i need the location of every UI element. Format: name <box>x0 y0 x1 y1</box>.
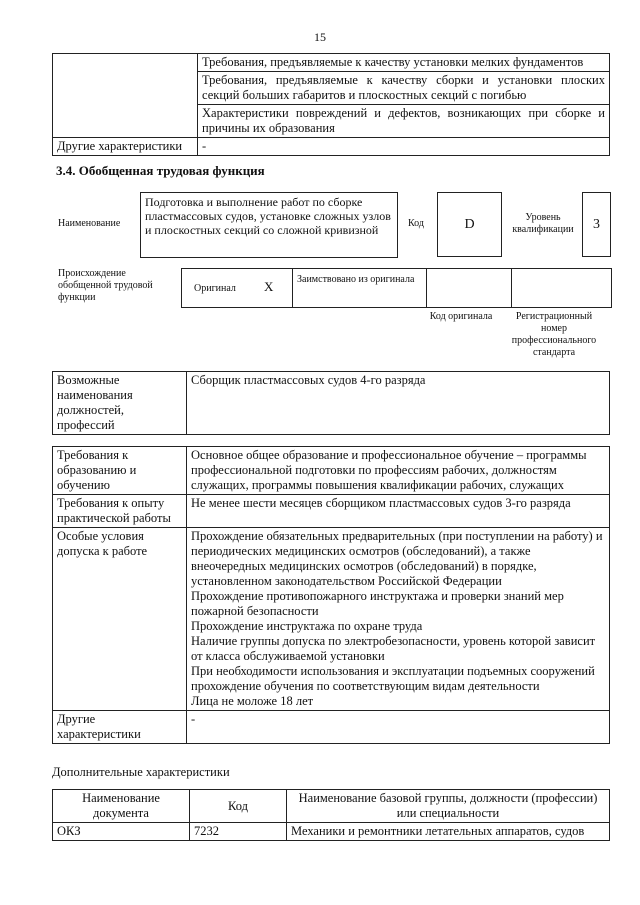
requirement-line: Прохождение инструктажа по охране труда <box>191 619 423 633</box>
code-value: D <box>464 216 475 232</box>
function-name-value: Подготовка и выполнение работ по сборке пластмассовых судов, установке сложных узлов и плоскостных секций со сложной кривизной <box>145 195 391 237</box>
requirement-line: Не менее шести месяцев сборщиком пластмассовых судов 3-го разряда <box>191 496 571 510</box>
requirement-line: Лица не моложе 18 лет <box>191 694 314 708</box>
header-cell: Код <box>190 790 287 823</box>
code-original-label: Код оригинала <box>429 311 493 322</box>
table-row <box>53 495 610 528</box>
additional-title: Дополнительные характеристики <box>52 765 230 779</box>
requirement-label: Другие характеристики <box>53 711 187 744</box>
table-row <box>53 138 610 156</box>
table-cell: Требования, предъявляемые к качеству установки мелких фундаментов <box>198 54 610 72</box>
borrowed-cell <box>293 269 427 307</box>
requirements-table <box>52 446 610 744</box>
name-label: Наименование <box>58 218 121 229</box>
page-number: 15 <box>314 30 326 44</box>
characteristics-table <box>52 53 610 156</box>
table-cell: Требования, предъявляемые к качеству сборки и установки плоских секций больших габаритов и плоскостных секций с погибью <box>198 72 610 105</box>
origin-row <box>181 268 612 308</box>
table-header-row <box>53 790 610 823</box>
code-label: Код <box>408 218 424 229</box>
original-label: Оригинал <box>194 283 236 294</box>
header-cell: Наименование документа <box>53 790 190 823</box>
table-cell: ОКЗ <box>53 823 190 841</box>
requirement-label: Требования к опыту практической работы <box>53 495 187 528</box>
table-row <box>53 711 610 744</box>
requirement-label: Требования к образованию и обучению <box>53 447 187 495</box>
requirement-label: Особые условия допуска к работе <box>53 528 187 711</box>
table-cell: Характеристики повреждений и дефектов, возникающих при сборке и причины их образования <box>198 105 610 138</box>
level-value: 3 <box>593 216 600 232</box>
requirement-line: Наличие группы допуска по электробезопасности, уровень которой зависит от класса обслуживаемой установки <box>191 634 596 663</box>
positions-table <box>52 371 610 435</box>
table-row <box>53 447 610 495</box>
borrowed-label: Заимствовано из оригинала <box>297 274 415 285</box>
code-original-cell <box>428 269 512 307</box>
table-row <box>53 372 610 435</box>
code-box <box>437 192 502 257</box>
section-title: 3.4. Обобщенная трудовая функция <box>56 163 265 178</box>
requirement-value <box>187 528 610 711</box>
positions-label: Возможные наименования должностей, профессий <box>53 372 187 435</box>
requirement-line: При необходимости использования и эксплуатации подъемных сооружений прохождение обучения по соответствующим видам деятельности <box>191 664 595 693</box>
requirement-value <box>187 711 610 744</box>
additional-table <box>52 789 610 841</box>
requirement-value <box>187 495 610 528</box>
original-mark: X <box>264 279 274 294</box>
requirement-value <box>187 447 610 495</box>
table-cell <box>53 54 198 138</box>
reg-number-label: Регистрационный номер профессионального стандарта <box>511 311 597 358</box>
origin-label: Происхождение обобщенной трудовой функции <box>58 268 153 303</box>
requirement-line: Прохождение противопожарного инструктажа и проверки знаний мер пожарной безопасности <box>191 589 564 618</box>
header-cell: Наименование базовой группы, должности (профессии) или специальности <box>287 790 610 823</box>
table-row <box>53 54 610 72</box>
table-cell: - <box>198 138 610 156</box>
table-cell-label: Другие характеристики <box>53 138 198 156</box>
positions-value: Сборщик пластмассовых судов 4-го разряда <box>187 372 610 435</box>
level-label: Уровень квалификации <box>512 212 574 235</box>
requirement-line: Прохождение обязательных предварительных (при поступлении на работу) и периодических медицинских осмотров (обследований), а также внеочередных медицинских осмотров (обследований) в порядке, установленном законодательством Российской Федерации <box>191 529 603 588</box>
original-cell <box>182 269 293 307</box>
function-name-box <box>140 192 398 258</box>
table-cell: 7232 <box>190 823 287 841</box>
table-row <box>53 528 610 711</box>
requirement-line: Основное общее образование и профессиональное обучение – программы профессиональной подготовки по профессиям рабочих, должностям служащих, программы повышения квалификации рабочих, служащих <box>191 448 587 492</box>
table-row <box>53 823 610 841</box>
table-cell: Механики и ремонтники летательных аппаратов, судов <box>287 823 610 841</box>
requirement-line: - <box>191 712 196 726</box>
level-box <box>582 192 611 257</box>
